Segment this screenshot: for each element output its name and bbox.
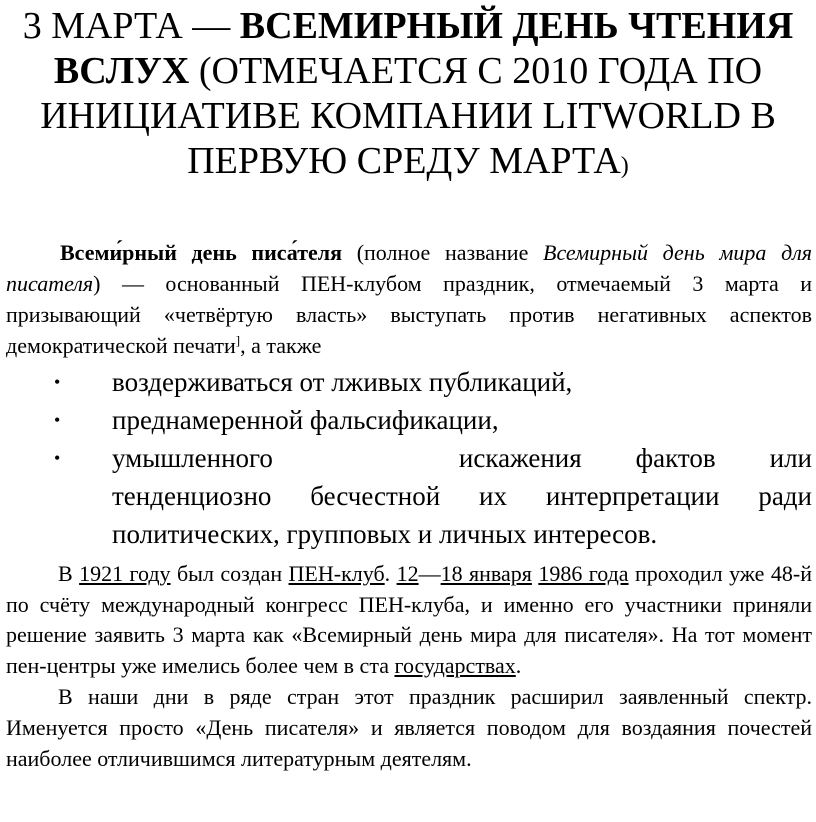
history-text: . — [515, 652, 522, 678]
intro-italic-name: Всемирный день мира для писателя — [6, 240, 813, 296]
list-item-text: воздерживаться от лживых публикаций, — [112, 367, 573, 397]
footnote-marker: ] — [235, 332, 241, 348]
bullet-icon: • — [54, 372, 61, 392]
list-item — [6, 363, 812, 401]
link-1986-year[interactable]: 1986 года — [538, 561, 629, 586]
link-18-january[interactable]: 18 января — [440, 561, 532, 586]
link-states[interactable]: государствах — [394, 652, 516, 678]
link-day-12[interactable]: 12 — [396, 561, 419, 586]
intro-tail: , а также — [240, 333, 322, 358]
bullet-icon: • — [54, 410, 61, 430]
title-close-paren: ) — [620, 153, 629, 179]
bullet-list — [6, 363, 812, 553]
bullet-icon: • — [54, 448, 61, 468]
history-paragraph — [6, 559, 812, 681]
today-paragraph: В наши дни в ряде стран этот праздник расширил заявленный спектр. Именуется просто «День писателя» и является поводом для воздаяния почестей наиболее отличившимся литературным деятелям. — [6, 684, 812, 771]
list-item-text: умышленного — [112, 443, 273, 473]
list-item — [6, 439, 812, 553]
history-text: . — [384, 561, 397, 586]
list-item-text-cont: искажения фактов или тенденциозно бесчестной их интерпретации ради политических, групповых и личных интересов. — [112, 443, 812, 549]
intro-paragraph — [6, 237, 812, 361]
title-prefix: 3 МАРТА — — [22, 5, 240, 47]
link-pen-club[interactable]: ПЕН-клуб — [288, 561, 385, 586]
history-text: В — [58, 561, 80, 586]
title-rest: (ОТМЕЧАЕТСЯ С 2010 ГОДА ПО ИНИЦИАТИВЕ КОМПАНИИ LITWORLD В ПЕРВУЮ СРЕДУ МАРТА — [40, 50, 776, 182]
list-item-text: преднамеренной фальсификации, — [112, 405, 499, 435]
page-title — [0, 0, 816, 189]
history-text: был создан — [170, 561, 289, 586]
history-text: — — [418, 561, 441, 586]
history-text: проходил уже 48-й по счёту международный конгресс ПЕН-клуба, и именно его участники приняли решение заявить 3 марта как «Всемирный день мира для писателя». На тот момент пен-центры уже имелись более чем в ста — [6, 561, 812, 678]
link-1921-year[interactable]: 1921 году — [79, 561, 171, 586]
intro-after-name: ) — основанный ПЕН-клубом праздник, отмечаемый 3 марта и призывающий «четвёртую власть» выступать против негативных аспектов демократической печати — [6, 271, 812, 358]
list-item — [6, 401, 812, 439]
intro-after-term: (полное название — [342, 240, 543, 265]
title-bold: ВСЕМИРНЫЙ ДЕНЬ ЧТЕНИЯ ВСЛУХ — [53, 5, 794, 92]
intro-term: Всеми́рный день писа́теля — [60, 240, 343, 265]
